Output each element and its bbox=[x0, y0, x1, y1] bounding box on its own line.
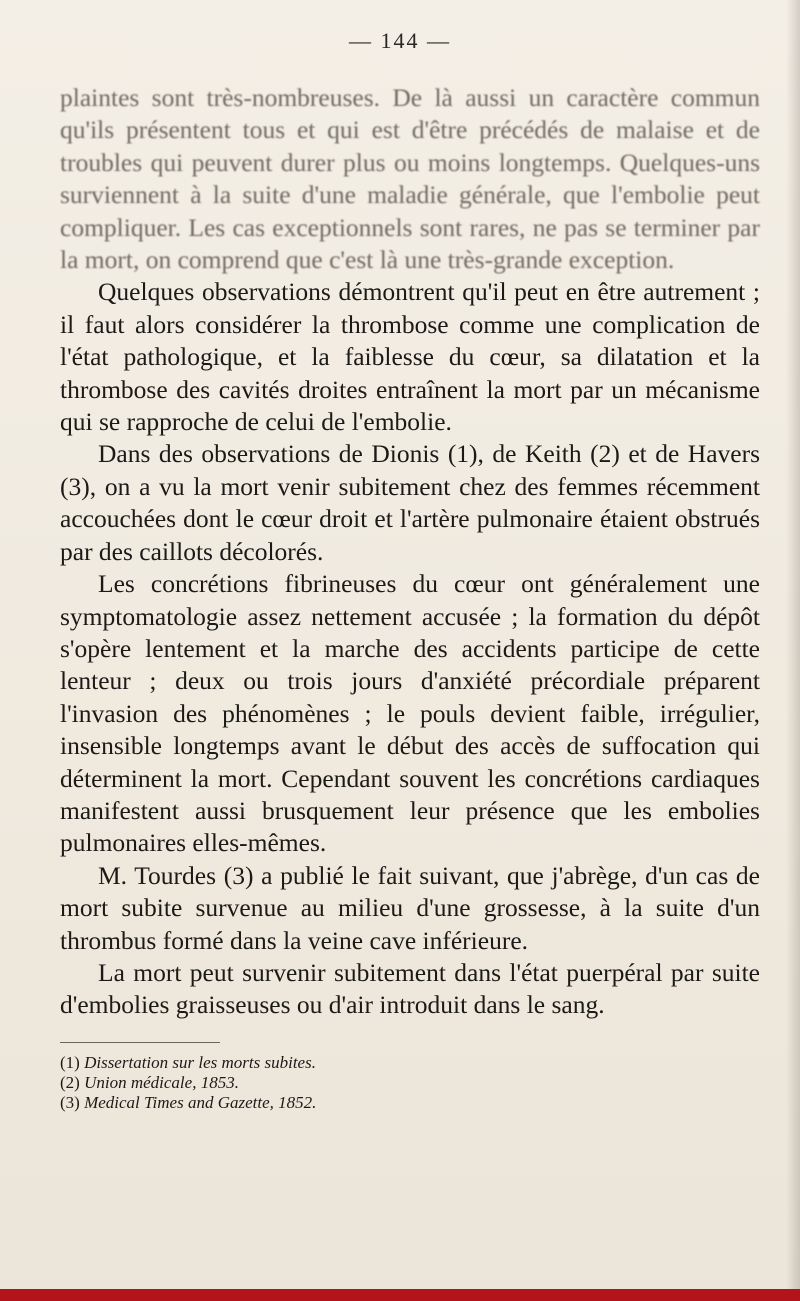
paragraph-mort-subite: La mort peut survenir subitement dans l'état puerpéral par suite d'embolies graisseuses ou d'air introduit dans le sang. bbox=[60, 957, 760, 1020]
footnote-text: Dissertation sur les morts subites. bbox=[84, 1052, 316, 1072]
paragraph-thrombose: Quelques observations démontrent qu'il peut en être autrement ; il faut alors considérer la thrombose comme une complication de l'état pathologique, et la faiblesse du cœur, sa dilatation et la thrombose des cavités droites entraînent la mort par un mécanisme qui se rapproche de celui de l'embolie. bbox=[60, 277, 760, 437]
footnotes bbox=[60, 1053, 760, 1113]
footnote-number: (2) bbox=[60, 1072, 80, 1092]
paragraph-observations: Dans des observations de Dionis (1), de Keith (2) et de Havers (3), on a vu la mort venir subitement chez des femmes récemment accouchées dont le cœur droit et l'artère pulmonaire étaient obstrués par des caillots décolorés. bbox=[60, 439, 760, 566]
footnote-item bbox=[60, 1093, 760, 1113]
running-head-page-number: — 144 — bbox=[349, 28, 451, 53]
paragraph-bleed-through: plaintes sont très-nombreuses. De là aussi un caractère commun qu'ils présentent tous et qui est d'être précédés de malaise et de troubles qui peuvent durer plus ou moins longtemps. Quelques-uns surviennent à la suite d'une maladie générale, que l'embolie peut compliquer. Les cas exceptionnels sont rares, ne pas se terminer par la mort, on comprend que c'est là une très-grande exception. bbox=[60, 83, 760, 275]
footnote-item bbox=[60, 1053, 760, 1073]
scan-bottom-bar bbox=[0, 1289, 800, 1301]
footnote-text: Union médicale, 1853. bbox=[84, 1072, 239, 1092]
footnote-divider bbox=[60, 1042, 220, 1043]
footnote-number: (3) bbox=[60, 1092, 80, 1112]
paragraph-tourdes: M. Tourdes (3) a publié le fait suivant, que j'abrège, d'un cas de mort subite survenue au milieu d'une grossesse, à la suite d'un thrombus formé dans la veine cave inférieure. bbox=[60, 860, 760, 955]
paragraph-concretions: Les concrétions fibrineuses du cœur ont généralement une symptomatologie assez nettement accusée ; la formation du dépôt s'opère lentement et la marche des accidents participe de cette lenteur ; deux ou trois jours d'anxiété précordiale préparent l'invasion des phénomènes ; le pouls devient faible, irrégulier, insensible longtemps avant le début des accès de suffocation qui déterminent la mort. Cependant souvent les concrétions cardiaques manifestent aussi brusquement leur présence que les embolies pulmonaires elles-mêmes. bbox=[60, 569, 760, 858]
footnote-text: Medical Times and Gazette, 1852. bbox=[84, 1092, 317, 1112]
footnote-item bbox=[60, 1073, 760, 1093]
page-edge-shadow bbox=[786, 0, 800, 1301]
body-text bbox=[60, 82, 760, 1113]
footnote-number: (1) bbox=[60, 1052, 80, 1072]
